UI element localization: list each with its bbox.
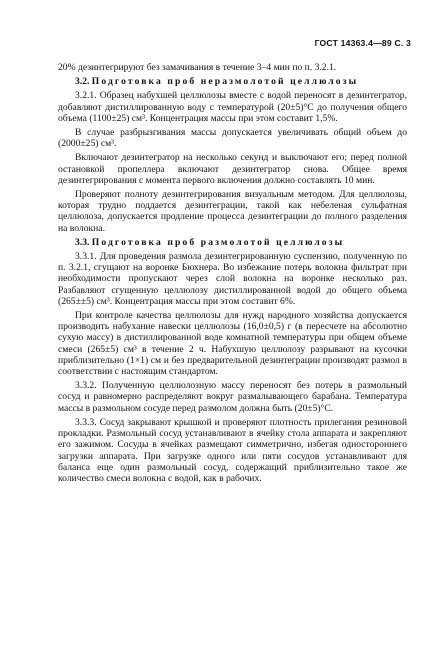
section-heading [58, 76, 407, 87]
paragraph: 3.3.1. Для проведения размола дезинтегрированную суспензию, полученную по п. 3.2.1, сгущают на воронке Бюхнера. Во избежание потерь волокна фильтрат при необходимости пропускают через слой волокна на воронке несколько раз. Разбавляют сгущенную целлюлозу дистиллированной водой до общего объема (265±±5) см³. Концентрация массы при этом составит 6%. [58, 251, 407, 307]
section-number: 3.3. [75, 236, 90, 248]
paragraph: 3.3.2. Полученную целлюлозную массу переносят без потерь в размольный сосуд и равномерно распределяют вокруг размалывающего барабана. Температура массы в размольном сосуде перед размолом должна быть (20±5)°С. [58, 380, 407, 414]
paragraph: В случае разбрызгивания массы допускается увеличивать общий объем до (2000±25) см³. [58, 127, 407, 150]
paragraph: При контроле качества целлюлозы для нужд народного хозяйства допускается производить набухание навески целлюлозы (16,0±0,5) г (в пересчете на абсолютно сухую массу) в дистиллированной воде комнатной температуры при общем объеме смеси (265±5) см³ в течение 2 ч. Набухшую целлюлозу разрывают на кусочки приблизительно (1×1) см и без предварительной дезинтеграции производят размол в соответствии с настоящим стандартом. [58, 310, 407, 378]
paragraph: Включают дезинтегратор на несколько секунд и выключают его; перед полной остановкой пропеллера включают дезинтегратор снова. Общее время дезинтегрирования с момента первого включения должно составлять 10 мин. [58, 152, 407, 186]
paragraph: Проверяют полноту дезинтегрирования визуальным методом. Для целлюлозы, которая трудно поддается дезинтеграции, такой как небеленая сульфатная целлюлоза, допускается продление процесса дезинтеграции до полного разделения на волокна. [58, 189, 407, 234]
section-title: Подготовка проб размолотой целлюлозы [91, 236, 345, 248]
page-header: ГОСТ 14363.4—89 С. 3 [314, 38, 411, 48]
section-heading [58, 237, 407, 248]
paragraph: 3.3.3. Сосуд закрывают крышкой и проверяют плотность прилегания резиновой прокладки. Размольный сосуд устанавливают в ячейку стола аппарата и закрепляют его зажимом. Сосуды в ячейках размещают симметрично, избегая одностороннего загрузки аппарата. При загрузке одного или пяти сосудов устанавливают для баланса еще один размольный сосуд, содержащий приблизительно такое же количество смеси волокна с водой, как в рабочих. [58, 416, 407, 484]
paragraph: 20% дезинтегрируют без замачивания в течение 3–4 мин по п. 3.2.1. [58, 62, 337, 73]
paragraph: 3.2.1. Образец набухшей целлюлозы вместе с водой переносят в дезинтегратор, добавляют дистиллированную воду с температурой (20±5)°С до получения общего объема (1100±25) см³. Концентрация массы при этом составит 1,5%. [58, 90, 407, 124]
section-title: Подготовка проб неразмолотой целлюлозы [91, 76, 359, 88]
section-number: 3.2. [75, 76, 90, 88]
body-text [58, 62, 407, 487]
